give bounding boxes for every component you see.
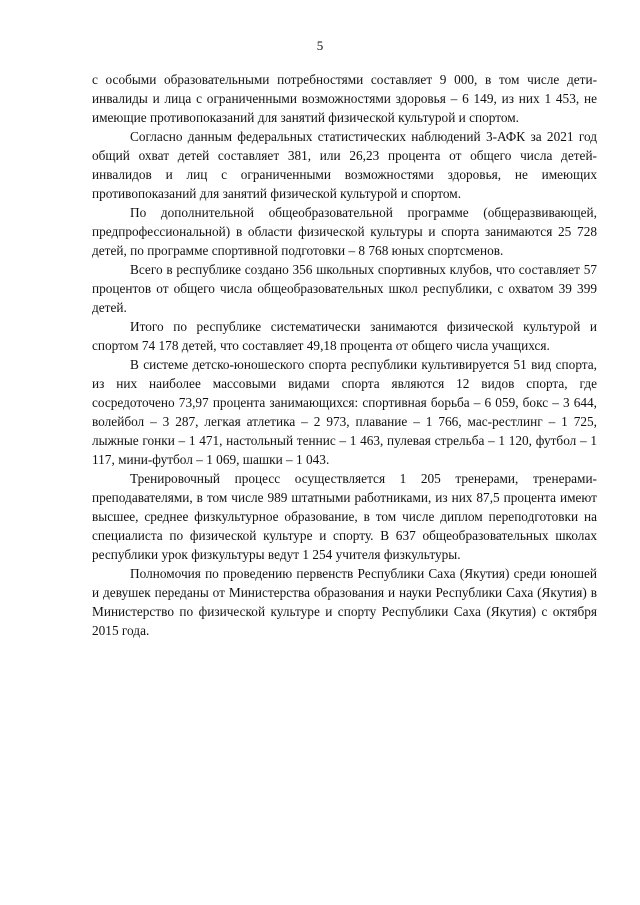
paragraph-sports-list: В системе детско-юношеского спорта республики культивируется 51 вид спорта, из них наиболее массовыми видами спорта являются 12 видов спорта, где сосредоточено 73,97 процента занимающихся: спортивная борьба – 6 059, бокс – 3 644, волейбол – 3 287, легкая атлетика – 2 973, плавание – 1 766, мас-рестлинг – 1 725, лыжные гонки – 1 471, настольный теннис – 1 463, пулевая стрельба – 1 120, футбол – 1 117, мини-футбол – 1 069, шашки – 1 043. — [92, 357, 597, 467]
paragraph-total-children: Итого по республике систематически занимаются физической культурой и спортом 74 178 детей, что составляет 49,18 процента от общего числа учащихся. — [92, 319, 597, 353]
paragraph-additional-programs: По дополнительной общеобразовательной программе (общеразвивающей, предпрофессиональной) в области физической культуры и спорта занимаются 25 728 детей, по программе спортивной подготовки – 8 768 юных спортсменов. — [92, 205, 597, 258]
paragraph-afk-statistics: Согласно данным федеральных статистических наблюдений 3-АФК за 2021 год общий охват детей составляет 381, или 26,23 процента от общего числа детей-инвалидов и лиц с ограниченными возможностями здоровья, не имеющих противопоказаний для занятий физической культурой и спортом. — [92, 129, 597, 201]
document-body — [92, 70, 597, 640]
paragraph-continuation: с особыми образовательными потребностями составляет 9 000, в том числе дети-инвалиды и лица с ограниченными возможностями здоровья – 6 149, из них 1 453, не имеющие противопоказаний для занятий физической культурой и спортом. — [92, 72, 597, 125]
paragraph-authority-transfer: Полномочия по проведению первенств Республики Саха (Якутия) среди юношей и девушек переданы от Министерства образования и науки Республики Саха (Якутия) в Министерство по физической культуре и спорту Республики Саха (Якутия) с октября 2015 года. — [92, 566, 597, 638]
paragraph-school-sport-clubs: Всего в республике создано 356 школьных спортивных клубов, что составляет 57 процентов от общего числа общеобразовательных школ республики, с охватом 39 399 детей. — [92, 262, 597, 315]
page-number: 5 — [316, 38, 324, 53]
paragraph-trainers: Тренировочный процесс осуществляется 1 205 тренерами, тренерами-преподавателями, в том числе 989 штатными работниками, из них 87,5 процента имеют высшее, среднее физкультурное образование, в том числе диплом переподготовки на специалиста по физической культуре и спорту. В 637 общеобразовательных школах республики урок физкультуры ведут 1 254 учителя физкультуры. — [92, 471, 597, 562]
